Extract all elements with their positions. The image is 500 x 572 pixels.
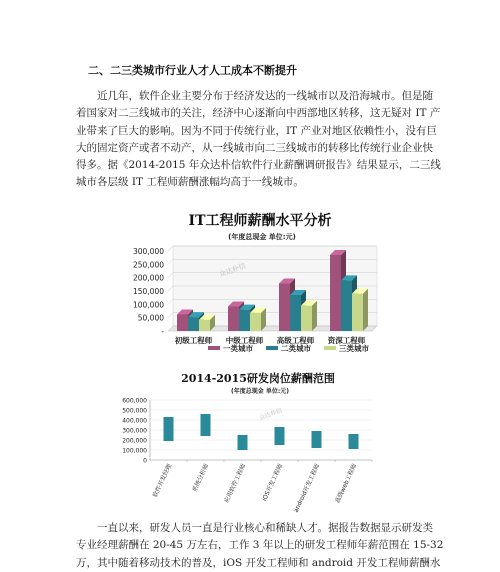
bar — [177, 314, 188, 331]
bar — [290, 295, 301, 331]
legend-swatch — [266, 346, 278, 350]
x-tick-label: iOS开发工程师 — [260, 462, 285, 503]
y-tick-label: 200,000 — [122, 437, 147, 445]
y-tick-label: 300,000 — [132, 247, 164, 256]
paragraph-intro — [76, 88, 441, 192]
x-tick-label: 资深工程师 — [327, 336, 366, 345]
x-tick-label: 高级工程师 — [276, 336, 315, 345]
range-bar — [312, 431, 322, 448]
paragraph-line: 着国家对二三线城市的关注，经济中心逐渐向中西部地区转移，这无疑对 IT 产 — [76, 107, 441, 120]
range-bar — [238, 435, 248, 450]
bar — [250, 313, 261, 331]
watermark: 众达朴信 — [217, 261, 247, 279]
range-bar — [201, 414, 211, 436]
paragraph-line: 业带来了巨大的影响。因为不同于传统行业，IT 产业对地区依赖性小，没有巨 — [76, 124, 437, 137]
salary-range-chart — [110, 368, 400, 518]
y-tick-label: 0 — [143, 457, 147, 465]
legend-swatch — [208, 346, 220, 350]
y-tick-label: 600,000 — [122, 397, 147, 405]
bar-side — [363, 289, 368, 331]
legend-swatch — [324, 346, 336, 350]
paragraph-line: 得多。据《2014-2015 年众达朴信软件行业薪酬调研报告》结果显示，二三线 — [76, 159, 441, 172]
x-tick-label: 中级工程师 — [225, 336, 264, 345]
y-tick-label: 100,000 — [122, 447, 147, 455]
paragraph-line: 大的固定资产或者不动产，从一线城市向二三线城市的转移比传统行业企业快 — [76, 141, 433, 154]
paragraph-line: 专业经理薪酬在 20-45 万左右，工作 3 年以上的研发工程师年薪范围在 15-32 — [76, 539, 444, 552]
paragraph-line: 城市各层级 IT 工程师薪酬涨幅均高于一线城市。 — [76, 176, 304, 189]
chart-subtitle: (年度总现金 单位:元) — [228, 233, 296, 241]
legend-label: 一类城市 — [223, 344, 253, 353]
y-tick-label: 100,000 — [132, 300, 164, 310]
gridline — [168, 246, 173, 251]
paragraph-line: 一直以来，研发人员一直是行业核心和稀缺人才。据报告数据显示研发类 — [97, 522, 433, 534]
range-bar — [349, 434, 359, 449]
y-tick-label: 400,000 — [122, 417, 147, 425]
x-tick-label: 应用软件工程师 — [223, 462, 248, 504]
bar — [301, 306, 312, 331]
y-tick-label: 50,000 — [137, 313, 164, 323]
paragraph-line: 近几年，软件企业主要分布于经济发达的一线城市以及沿海城市。但是随 — [97, 90, 433, 102]
y-tick-label: - — [161, 327, 164, 336]
paragraph-rd — [76, 520, 444, 572]
bar — [199, 320, 210, 331]
salary-level-chart — [110, 205, 400, 365]
bar-side — [312, 301, 317, 331]
y-tick-label: 150,000 — [132, 287, 164, 296]
bar — [330, 255, 341, 331]
bar — [188, 317, 199, 331]
bar — [228, 306, 239, 331]
x-tick-label: 系统分析师 — [191, 462, 211, 494]
range-bar — [164, 417, 174, 441]
chart-title: IT工程师薪酬水平分析 — [188, 213, 332, 229]
x-tick-label: 初级工程师 — [174, 336, 213, 345]
section-heading: 二、二三类城市行业人才人工成本不断提升 — [88, 64, 297, 77]
gridline — [168, 299, 173, 304]
gridline — [168, 273, 173, 278]
bar — [279, 284, 290, 331]
bar — [341, 280, 352, 331]
legend-label: 二类城市 — [281, 344, 311, 353]
x-tick-label: 软件开发经理 — [151, 462, 174, 499]
x-tick-label: 高级web工程师 — [334, 462, 359, 505]
y-tick-label: 500,000 — [122, 407, 147, 415]
gridline — [168, 286, 173, 291]
chart-subtitle: (年度总现金 单位:元) — [231, 388, 289, 395]
y-tick-label: 200,000 — [132, 273, 164, 283]
bar — [239, 310, 250, 331]
gridline — [168, 259, 173, 264]
legend-label: 三类城市 — [339, 344, 369, 353]
y-tick-label: 300,000 — [122, 427, 147, 435]
gridline — [168, 313, 173, 318]
paragraph-line: 万，其中随着移动技术的普及，iOS 开发工程师和 android 开发工程师薪酬水 — [76, 556, 441, 569]
x-tick-label: android开发工程师 — [292, 462, 322, 514]
bar — [352, 294, 363, 331]
watermark: 众达朴信 — [258, 407, 284, 422]
chart-title: 2014-2015研发岗位薪酬范围 — [181, 372, 335, 385]
range-bar — [275, 427, 285, 445]
y-tick-label: 250,000 — [132, 260, 164, 270]
